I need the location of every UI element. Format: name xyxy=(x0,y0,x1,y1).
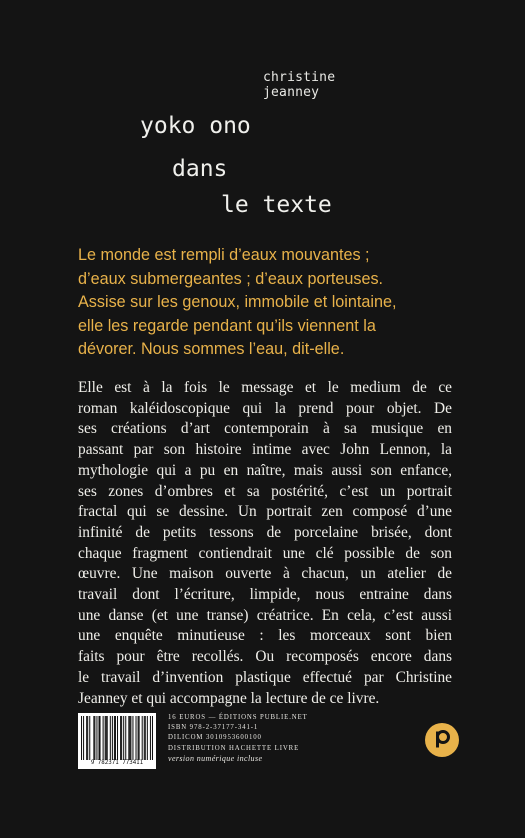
publication-info xyxy=(168,713,308,764)
lead-paragraph xyxy=(78,244,458,362)
blurb-line: le travail d’invention plastique effectué par Christine xyxy=(78,668,452,686)
title-line-3: le texte xyxy=(221,192,332,218)
blurb-line: Jeanney et qui accompagne la lecture de ce livre. xyxy=(78,689,380,707)
blurb-line: mythologie qui a pu en naître, mais aussi son enfance, xyxy=(78,461,452,479)
blurb-line: œuvre. Une maison ouverte à chacun, un atelier de xyxy=(78,565,452,583)
blurb-line: ses créations d’art contemporain à sa musique en xyxy=(78,420,452,438)
blurb-line: ses zones d’ombres et sa postérité, c’est un portrait xyxy=(78,482,452,500)
title-line-2: dans xyxy=(172,156,228,182)
blurb-line: une danse (et une transe) créatrice. En cela, c’est aussi xyxy=(78,606,452,624)
blurb-paragraph xyxy=(78,378,452,709)
author-last-name: jeanney xyxy=(263,85,320,100)
blurb-line: chaque fragment contiendrait une clé possible de son xyxy=(78,544,452,562)
isbn-line: ISBN 978-2-37177-341-1 xyxy=(168,724,259,732)
author-name xyxy=(263,70,335,100)
digital-edition-line: version numérique incluse xyxy=(168,753,263,763)
lead-line: Assise sur les genoux, immobile et lointaine, xyxy=(78,293,397,312)
blurb-line: une enquête minutieuse : les morceaux sont bien xyxy=(78,627,452,645)
blurb-line: roman kaléidoscopique qui la prend pour objet. De xyxy=(78,399,452,417)
lead-line: Le monde est rempli d’eaux mouvantes ; xyxy=(78,246,370,264)
price-publisher-line: 16 EUROS — ÉDITIONS PUBLIE.NET xyxy=(168,714,308,721)
lead-line: elle les regarde pendant qu’ils viennent la xyxy=(78,316,376,335)
title-line-1: yoko ono xyxy=(140,113,251,139)
p-letter-icon xyxy=(432,728,452,752)
publisher-logo-icon xyxy=(425,723,459,757)
isbn-barcode xyxy=(78,713,156,769)
barcode-digits: 9 782371 773411 xyxy=(90,760,144,766)
dilicom-line: DILICOM 3010953600100 xyxy=(168,734,262,742)
blurb-line: passant par son histoire intime avec John Lennon, la xyxy=(78,441,452,459)
blurb-line: infinité de petits tessons de porcelaine brisée, dont xyxy=(78,523,452,541)
barcode-bars xyxy=(81,716,153,760)
distribution-line: DISTRIBUTION HACHETTE LIVRE xyxy=(168,744,300,752)
blurb-line: faits pour être recollés. Ou recomposés encore dans xyxy=(78,648,452,666)
lead-line: d’eaux submergeantes ; d’eaux porteuses. xyxy=(78,269,384,288)
blurb-line: travail dont l’écriture, limpide, nous entraine dans xyxy=(78,586,452,604)
blurb-line: fractal qui se dessine. Un portrait zen composé d’une xyxy=(78,503,452,521)
author-first-name: christine xyxy=(263,70,336,85)
lead-line: dévorer. Nous sommes l’eau, dit-elle. xyxy=(78,340,345,359)
blurb-line: Elle est à la fois le message et le medium de ce xyxy=(78,379,452,396)
